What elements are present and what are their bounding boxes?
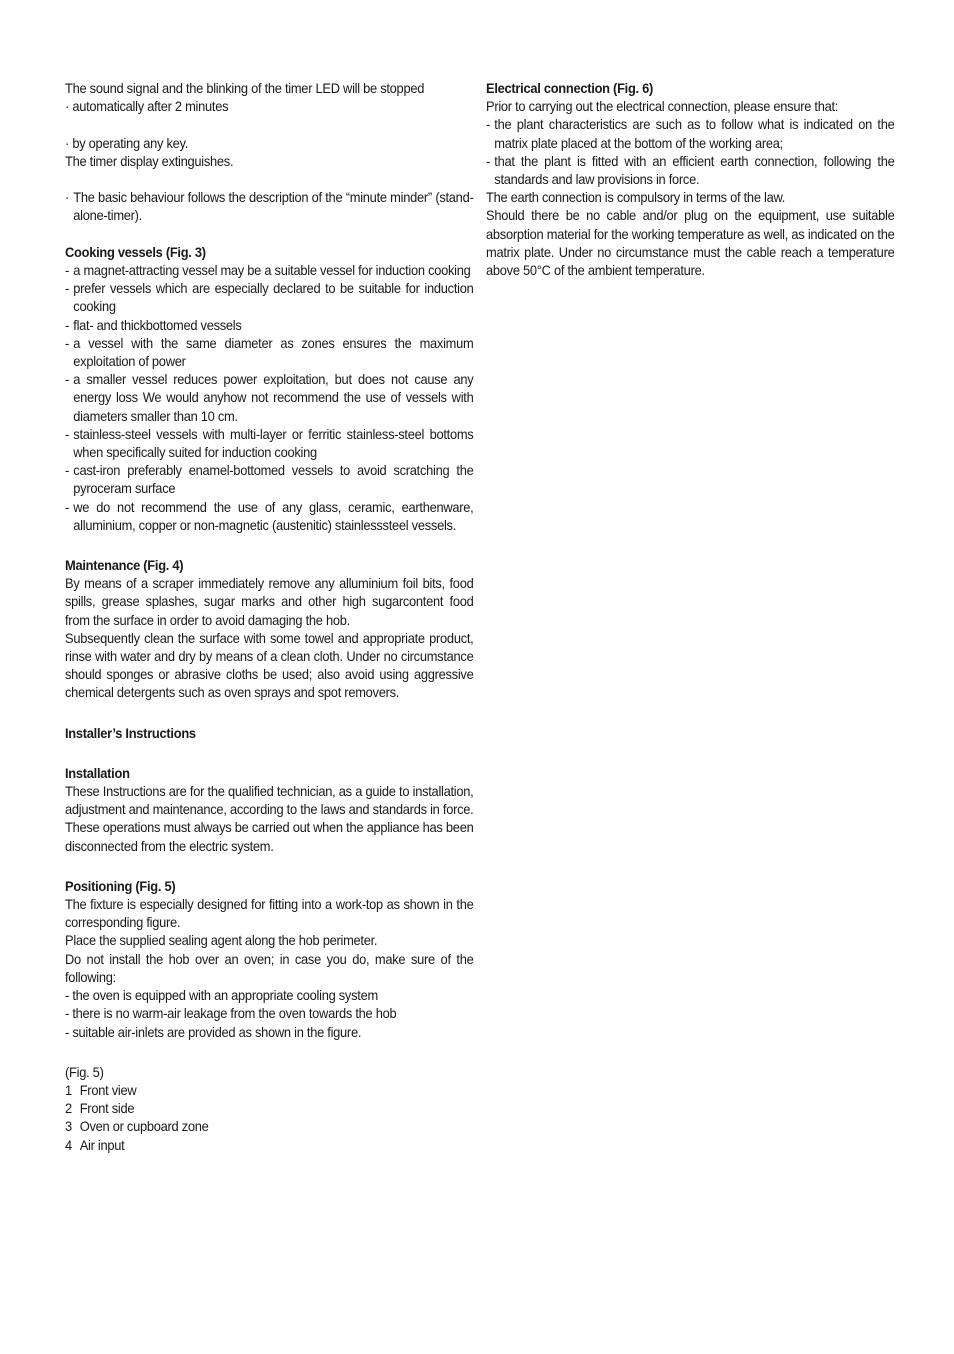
- timer-stop-auto: · automatically after 2 minutes: [65, 98, 229, 115]
- dash-marker: -: [65, 261, 70, 278]
- list-item-text: a vessel with the same diameter as zones ensures the maximum exploitation of power: [73, 334, 474, 369]
- cooking-vessels-heading: Cooking vessels (Fig. 3): [65, 243, 206, 260]
- legend-item: [65, 1117, 473, 1135]
- legend-label: Oven or cupboard zone: [79, 1118, 209, 1135]
- fig5-legend: [65, 1081, 473, 1154]
- timer-display-off: The timer display extinguishes.: [65, 152, 234, 169]
- basic-behaviour-text: The basic behaviour follows the description of the “minute minder” (stand-alone-timer).: [73, 189, 474, 224]
- legend-item: [65, 1081, 473, 1099]
- dash-marker: -: [486, 152, 491, 169]
- legend-item: [65, 1099, 473, 1117]
- positioning-item: - suitable air-inlets are provided as shown in the figure.: [65, 1023, 362, 1040]
- timer-stop-key: · by operating any key.: [65, 134, 189, 151]
- fig5-title: (Fig. 5): [65, 1063, 104, 1080]
- list-item: [65, 425, 473, 461]
- list-item-text: a smaller vessel reduces power exploitation, but does not cause any energy loss We would anyhow not recommend the use of vessels with diameters smaller than 10 cm.: [73, 371, 474, 424]
- positioning-para-3: Do not install the hob over an oven; in case you do, make sure of the following:: [65, 950, 474, 985]
- positioning-item: - the oven is equipped with an appropriate cooling system: [65, 987, 378, 1004]
- positioning-heading: Positioning (Fig. 5): [65, 877, 176, 894]
- earth-connection-text: The earth connection is compulsory in terms of the law.: [486, 189, 786, 206]
- list-item-text: a magnet-attracting vessel may be a suitable vessel for induction cooking: [73, 261, 471, 278]
- positioning-para-2: Place the supplied sealing agent along the hob perimeter.: [65, 932, 378, 949]
- list-item-text: cast-iron preferably enamel-bottomed vessels to avoid scratching the pyroceram surface: [73, 462, 474, 497]
- electrical-heading: Electrical connection (Fig. 6): [486, 80, 654, 96]
- positioning-para-1: The fixture is especially designed for fitting into a work-top as shown in the corresponding figure.: [65, 896, 474, 931]
- dash-marker: -: [65, 498, 70, 515]
- electrical-list: [486, 115, 894, 188]
- list-item-text: prefer vessels which are especially declared to be suitable for induction cooking: [73, 280, 474, 315]
- list-item-text: flat- and thickbottomed vessels: [73, 316, 242, 333]
- cable-text: Should there be no cable and/or plug on the equipment, use suitable absorption material for the working temperature as well, as indicated on the matrix plate. Under no circumstance must the cable reach a temperature above 50°C of the ambient temperature.: [486, 207, 895, 279]
- list-item-text: that the plant is fitted with an efficient earth connection, following the standards and law provisions in force.: [494, 152, 895, 188]
- legend-label: Front view: [79, 1081, 137, 1098]
- legend-label: Front side: [79, 1100, 135, 1117]
- maintenance-para-2: Subsequently clean the surface with some towel and appropriate product, rinse with water and dry by means of a clean cloth. Under no circumstance should sponges or abrasive cloths be used; also avoid using aggressive chemical detergents such as oven sprays and spot removers.: [65, 629, 474, 701]
- list-item-text: stainless-steel vessels with multi-layer or ferritic stainless-steel bottoms when specifically suited for induction cooking: [73, 425, 474, 461]
- dash-marker: -: [65, 280, 70, 297]
- list-item: [65, 279, 473, 315]
- list-item: [65, 370, 473, 425]
- electrical-intro: Prior to carrying out the electrical connection, please ensure that:: [486, 98, 839, 115]
- installer-instructions-heading: Installer’s Instructions: [65, 724, 196, 741]
- dash-marker: -: [65, 316, 70, 333]
- installation-para: These Instructions are for the qualified technician, as a guide to installation, adjustment and maintenance, according to the laws and standards in force. These operations must always be carried out when the appliance has been disconnected from the electric system.: [65, 783, 474, 854]
- legend-number: 4: [65, 1136, 72, 1153]
- list-item: [65, 316, 473, 334]
- list-item: [65, 498, 473, 534]
- list-item-text: we do not recommend the use of any glass, ceramic, earthenware, alluminium, copper or non-magnetic (austenitic) stainlesssteel vessels.: [73, 498, 474, 533]
- dash-marker: -: [486, 116, 491, 133]
- left-column: [65, 79, 473, 1154]
- list-item: [486, 115, 894, 151]
- list-item: [65, 261, 473, 279]
- legend-number: 3: [65, 1118, 72, 1135]
- dash-marker: -: [65, 425, 70, 442]
- dash-marker: -: [65, 371, 70, 388]
- legend-item: [65, 1136, 473, 1154]
- maintenance-heading: Maintenance (Fig. 4): [65, 557, 184, 574]
- list-item-text: the plant characteristics are such as to follow what is indicated on the matrix plate placed at the bottom of the working area;: [494, 116, 895, 151]
- positioning-item: - there is no warm-air leakage from the oven towards the hob: [65, 1005, 397, 1022]
- list-item: [65, 461, 473, 497]
- list-item: [65, 334, 473, 370]
- list-item: [486, 152, 894, 188]
- legend-number: 2: [65, 1100, 72, 1117]
- dash-marker: -: [65, 334, 70, 351]
- timer-stop-intro: The sound signal and the blinking of the timer LED will be stopped: [65, 80, 425, 96]
- legend-label: Air input: [79, 1136, 125, 1153]
- basic-behaviour-item: [65, 188, 473, 224]
- installation-heading: Installation: [65, 764, 130, 781]
- right-column: [486, 79, 894, 279]
- legend-number: 1: [65, 1081, 72, 1098]
- cooking-vessels-list: [65, 261, 473, 534]
- dash-marker: -: [65, 462, 70, 479]
- bullet-marker: ·: [65, 189, 70, 206]
- maintenance-para-1: By means of a scraper immediately remove any alluminium foil bits, food spills, grease splashes, sugar marks and other high sugarcontent food from the surface in order to avoid damaging the hob.: [65, 575, 474, 628]
